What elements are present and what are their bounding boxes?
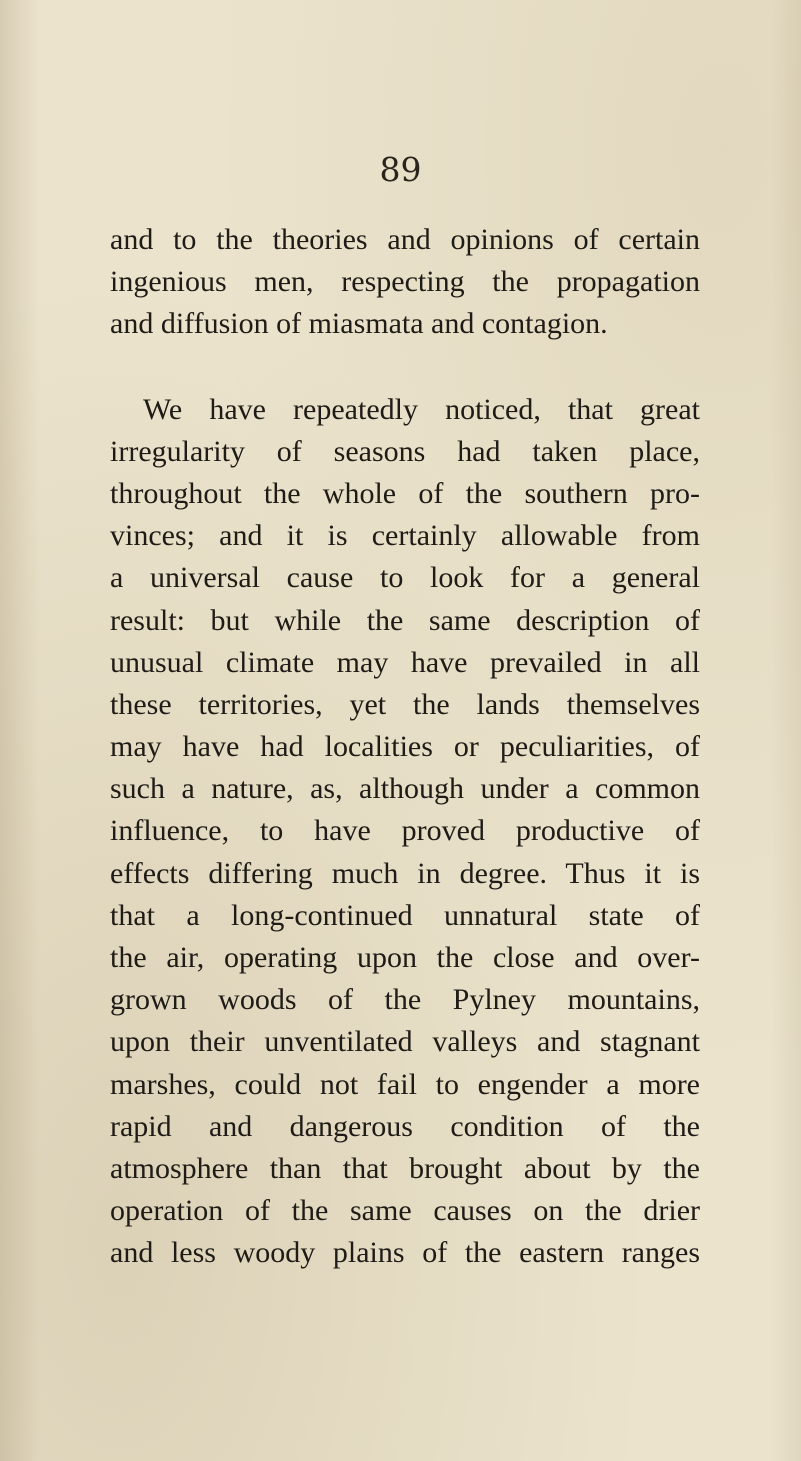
text-line: unusual climate may have prevailed in all (110, 645, 700, 679)
text-line: grown woods of the Pylney mountains, (110, 983, 700, 1017)
text-line: may have had localities or peculiarities, of (110, 730, 700, 764)
text-line: We have repeatedly noticed, that great (143, 392, 700, 426)
text-line: rapid and dangerous condition of the (110, 1109, 700, 1143)
text-line: marshes, could not fail to engender a more (110, 1067, 700, 1101)
text-line: and diffusion of miasmata and contagion. (110, 307, 608, 341)
text-line: irregularity of seasons had taken place, (110, 434, 700, 468)
text-line: and less woody plains of the eastern ranges (110, 1236, 700, 1270)
text-line: atmosphere than that brought about by the (110, 1151, 700, 1185)
text-line: result: but while the same description of (110, 603, 700, 637)
body-text (110, 219, 700, 1275)
text-line: operation of the same causes on the drier (110, 1194, 700, 1228)
text-line: the air, operating upon the close and over- (110, 941, 700, 974)
text-line: throughout the whole of the southern pro- (110, 476, 700, 510)
text-line: a universal cause to look for a general (110, 561, 700, 595)
text-line: and to the theories and opinions of certain (110, 223, 700, 256)
page-number: 89 (379, 150, 422, 189)
text-line: upon their unventilated valleys and stagnant (110, 1025, 700, 1059)
text-line: such a nature, as, although under a common (110, 772, 700, 806)
text-line: that a long-continued unnatural state of (110, 898, 700, 932)
paragraph-gap (110, 346, 700, 389)
paragraph (110, 389, 700, 1275)
text-line: ingenious men, respecting the propagation (110, 265, 700, 299)
text-line: influence, to have proved productive of (110, 814, 700, 848)
paragraph (110, 219, 700, 346)
text-line: these territories, yet the lands themselves (110, 687, 700, 721)
text-line: vinces; and it is certainly allowable from (110, 519, 700, 553)
text-line: effects differing much in degree. Thus it is (110, 856, 700, 890)
